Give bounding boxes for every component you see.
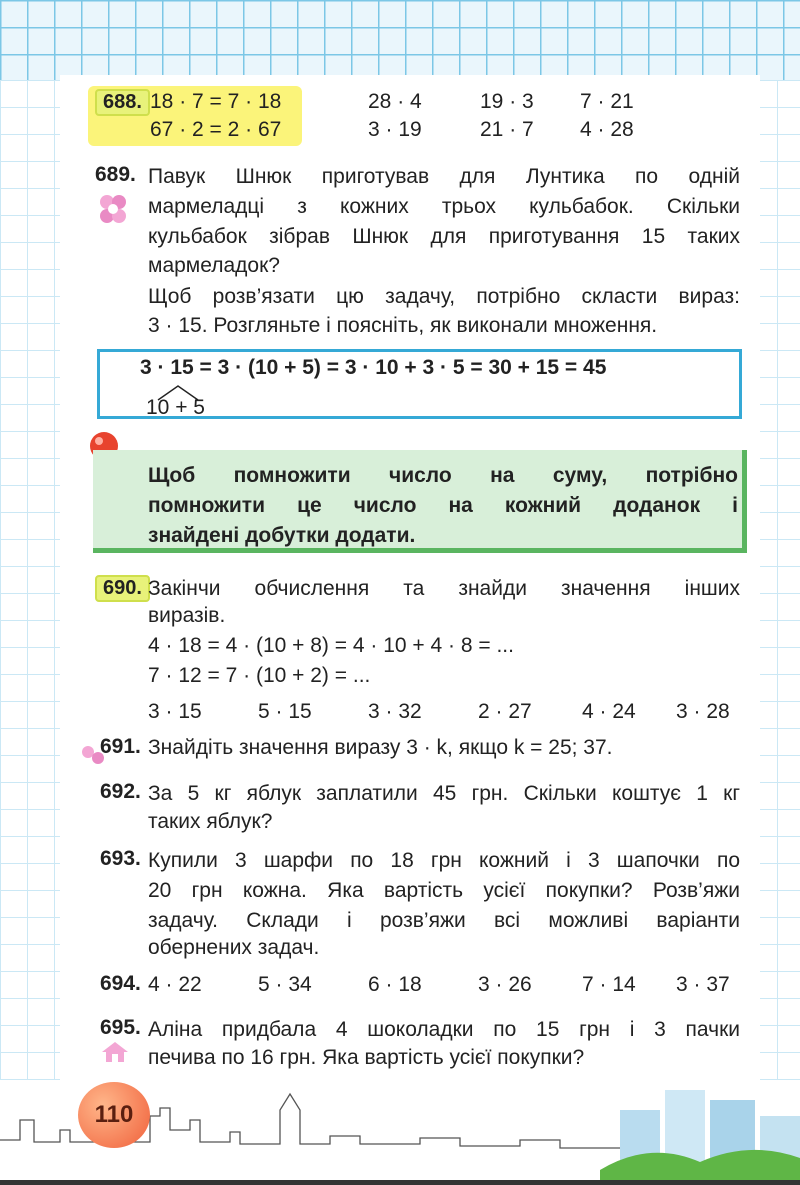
- ex690-expr: 3 · 28: [676, 700, 730, 723]
- paragraph-line: виразів.: [148, 604, 226, 627]
- paragraph-line: мармеладці з кожних трьох кульбабок. Скільки: [148, 195, 740, 218]
- ex694-expr: 3 · 26: [478, 973, 532, 996]
- paragraph-line: задачу. Склади і розв’яжи всі можливі варіанти: [148, 909, 740, 932]
- rule-line: Щоб помножити число на суму, потрібно: [148, 464, 738, 487]
- paragraph-line: печива по 16 грн. Яка вартість усієї покупки?: [148, 1046, 585, 1069]
- ex688-expr: 7 · 21: [580, 90, 634, 113]
- ex688-expr: 3 · 19: [368, 118, 422, 141]
- ex694-expr: 3 · 37: [676, 973, 730, 996]
- ex694-expr: 7 · 14: [582, 973, 636, 996]
- ex688-expr: 4 · 28: [580, 118, 634, 141]
- formula-main: 3 · 15 = 3 · (10 + 5) = 3 · 10 + 3 · 5 = 30 + 15 = 45: [140, 356, 607, 379]
- exercise-number-692: 692.: [100, 780, 141, 803]
- paragraph-line: Щоб розв’язати цю задачу, потрібно скласти вираз:: [148, 285, 740, 308]
- paragraph-line: За 5 кг яблук заплатили 45 грн. Скільки коштує 1 кг: [148, 782, 740, 805]
- exercise-number-694: 694.: [100, 972, 141, 995]
- exercise-number-689: 689.: [95, 163, 136, 186]
- formula-split: 10 + 5: [146, 396, 205, 419]
- paragraph-line: Знайдіть значення виразу 3 · k, якщо k = 25; 37.: [148, 736, 613, 759]
- rule-text: [148, 461, 738, 551]
- exercise-number-693: 693.: [100, 847, 141, 870]
- ex688-expr: 21 · 7: [480, 118, 534, 141]
- exercise-number-691: 691.: [100, 735, 141, 758]
- paragraph-line: Купили 3 шарфи по 18 грн кожний і 3 шапочки по: [148, 849, 740, 872]
- home-task-icon: [98, 1040, 132, 1064]
- ex690-expr: 3 · 32: [368, 700, 422, 723]
- paragraph-line: Павук Шнюк приготував для Лунтика по одній: [148, 165, 740, 188]
- ex688-expr: 67 · 2 = 2 · 67: [150, 118, 282, 141]
- page-number: 110: [78, 1082, 150, 1148]
- paragraph-line: Аліна придбала 4 шоколадки по 15 грн і 3 пачки: [148, 1018, 740, 1041]
- header-grid-decoration: [0, 0, 800, 80]
- paragraph-line: обернених задач.: [148, 936, 320, 959]
- rule-line: помножити це число на кожний доданок і: [148, 494, 738, 517]
- ex688-expr: 19 · 3: [480, 90, 534, 113]
- paragraph-line: 4 · 18 = 4 · (10 + 8) = 4 · 10 + 4 · 8 = ...: [148, 634, 514, 657]
- ex690-expr: 3 · 15: [148, 700, 202, 723]
- ex688-expr: 28 · 4: [368, 90, 422, 113]
- paragraph-line: мармеладок?: [148, 254, 280, 277]
- paragraph-line: кульбабок зібрав Шнюк для приготування 15 таких: [148, 225, 740, 248]
- paragraph-line: 7 · 12 = 7 · (10 + 2) = ...: [148, 664, 371, 687]
- exercise-number-695: 695.: [100, 1016, 141, 1039]
- ex694-expr: 4 · 22: [148, 973, 202, 996]
- ex690-expr: 5 · 15: [258, 700, 312, 723]
- exercise-number-690: 690.: [95, 575, 150, 602]
- pair-work-icon: [95, 192, 131, 228]
- paragraph-line: таких яблук?: [148, 810, 273, 833]
- rule-line: знайдені добутки додати.: [148, 524, 416, 547]
- paragraph-line: Закінчи обчислення та знайди значення інших: [148, 577, 740, 600]
- paragraph-line: 3 · 15. Розгляньте і поясніть, як виконали множення.: [148, 314, 658, 337]
- exercise-number-688: 688.: [95, 89, 150, 116]
- ex690-expr: 4 · 24: [582, 700, 636, 723]
- ex690-expr: 2 · 27: [478, 700, 532, 723]
- paragraph-line: 20 грн кожна. Яка вартість усієї покупки? Розв’яжи: [148, 879, 740, 902]
- ex694-expr: 5 · 34: [258, 973, 312, 996]
- ex694-expr: 6 · 18: [368, 973, 422, 996]
- ex688-expr: 18 · 7 = 7 · 18: [150, 90, 282, 113]
